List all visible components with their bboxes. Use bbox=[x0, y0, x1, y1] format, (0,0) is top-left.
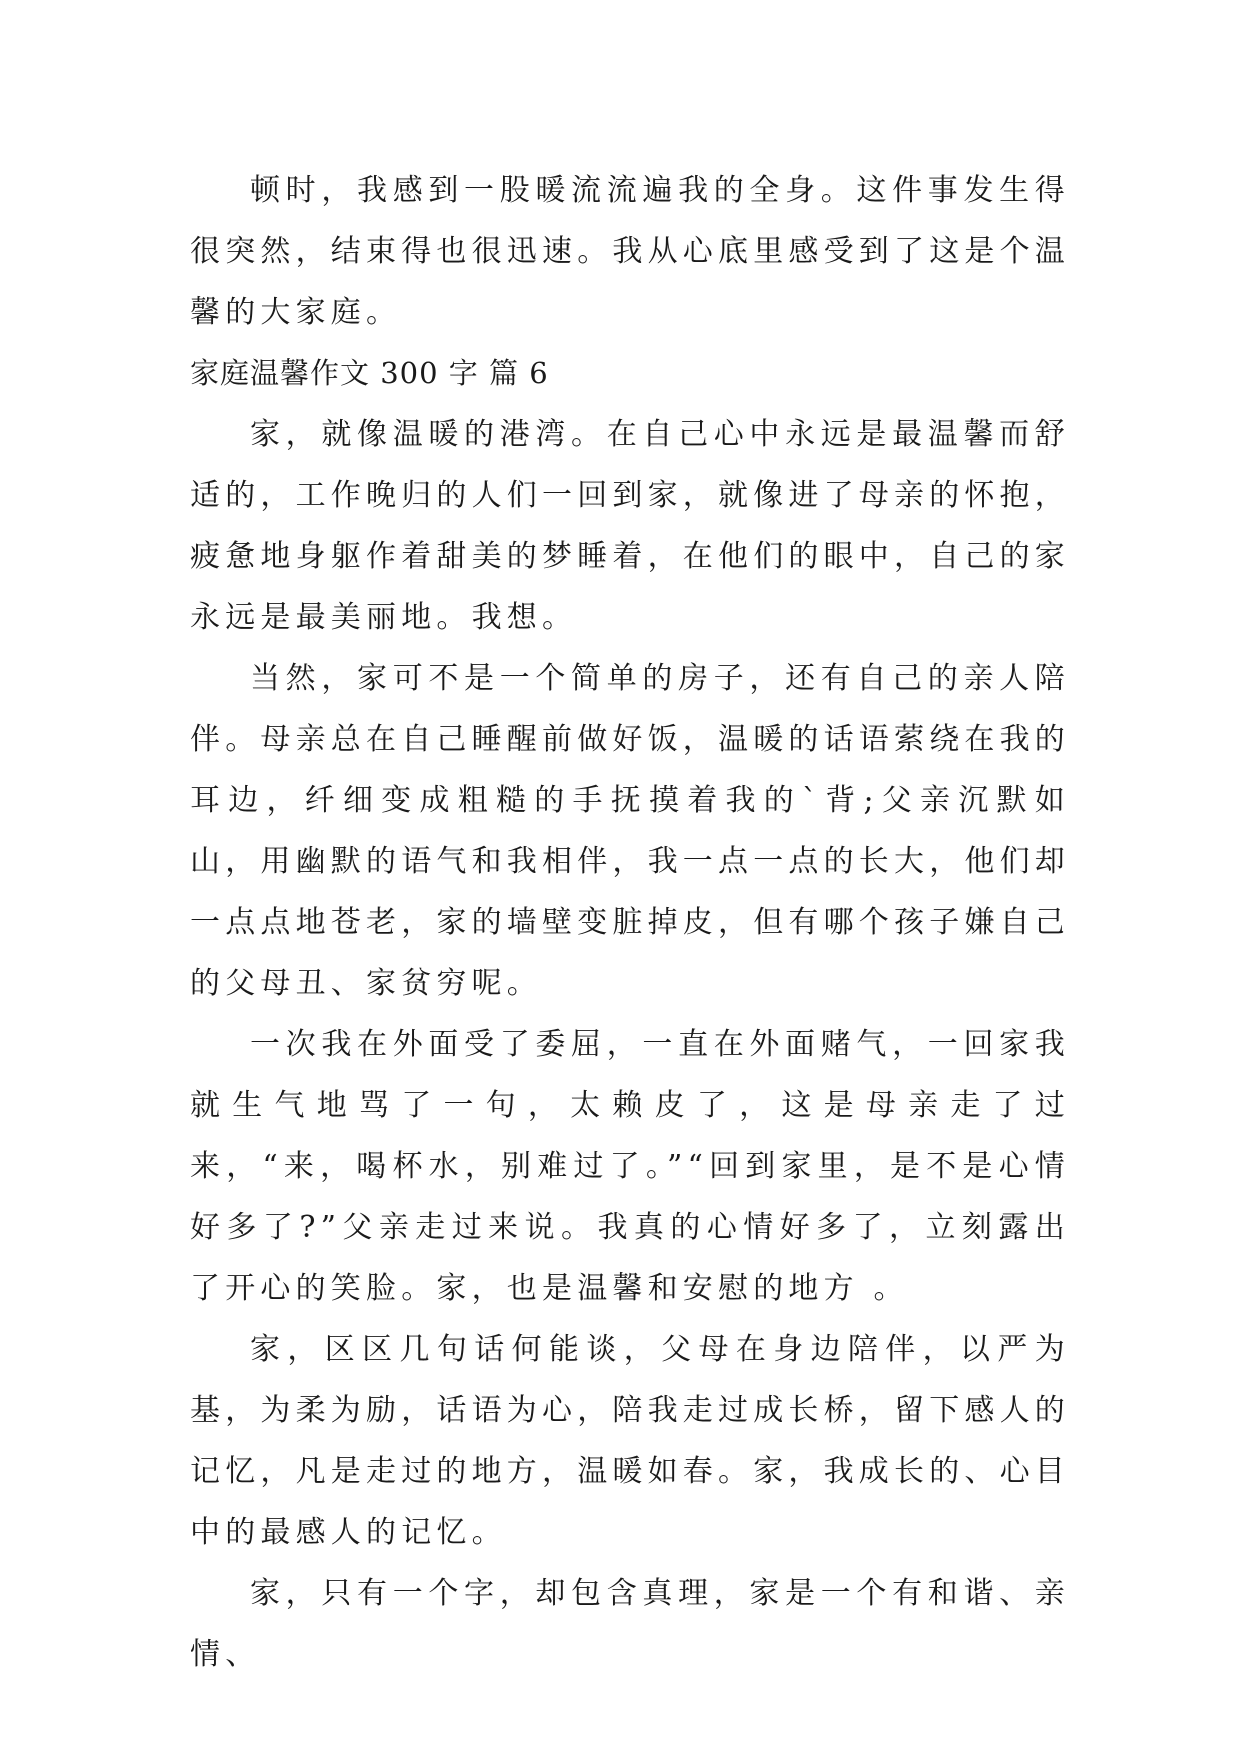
body-paragraph: 家，就像温暖的港湾。在自己心中永远是最温馨而舒适的，工作晚归的人们一回到家，就像进了母亲的怀抱，疲惫地身躯作着甜美的梦睡着，在他们的眼中，自己的家永远是最美丽地。我想。 bbox=[190, 417, 1070, 635]
body-paragraph: 一次我在外面受了委屈，一直在外面赌气，一回家我就生气地骂了一句，太赖皮了，这是母亲走了过来，“来，喝杯水，别难过了。”“回到家里，是不是心情好多了?”父亲走过来说。我真的心情好多了，立刻露出了开心的笑脸。家，也是温馨和安慰的地方 。 bbox=[190, 1027, 1070, 1306]
document-page bbox=[190, 160, 1070, 1685]
body-paragraph: 家，只有一个字，却包含真理，家是一个有和谐、亲情、 bbox=[190, 1576, 1070, 1672]
body-paragraph: 顿时，我感到一股暖流流遍我的全身。这件事发生得很突然，结束得也很迅速。我从心底里感受到了这是个温馨的大家庭。 bbox=[190, 173, 1070, 330]
section-heading: 家庭温馨作文 300 字 篇 6 bbox=[190, 356, 549, 390]
body-paragraph: 当然，家可不是一个简单的房子，还有自己的亲人陪伴。母亲总在自己睡醒前做好饭，温暖的话语萦绕在我的耳边，纤细变成粗糙的手抚摸着我的`背;父亲沉默如山，用幽默的语气和我相伴，我一点一点的长大，他们却一点点地苍老，家的墙壁变脏掉皮，但有哪个孩子嫌自己的父母丑、家贫穷呢。 bbox=[190, 661, 1070, 1001]
body-paragraph: 家，区区几句话何能谈，父母在身边陪伴，以严为基，为柔为励，话语为心，陪我走过成长桥，留下感人的记忆，凡是走过的地方，温暖如春。家，我成长的、心目中的最感人的记忆。 bbox=[190, 1332, 1070, 1550]
